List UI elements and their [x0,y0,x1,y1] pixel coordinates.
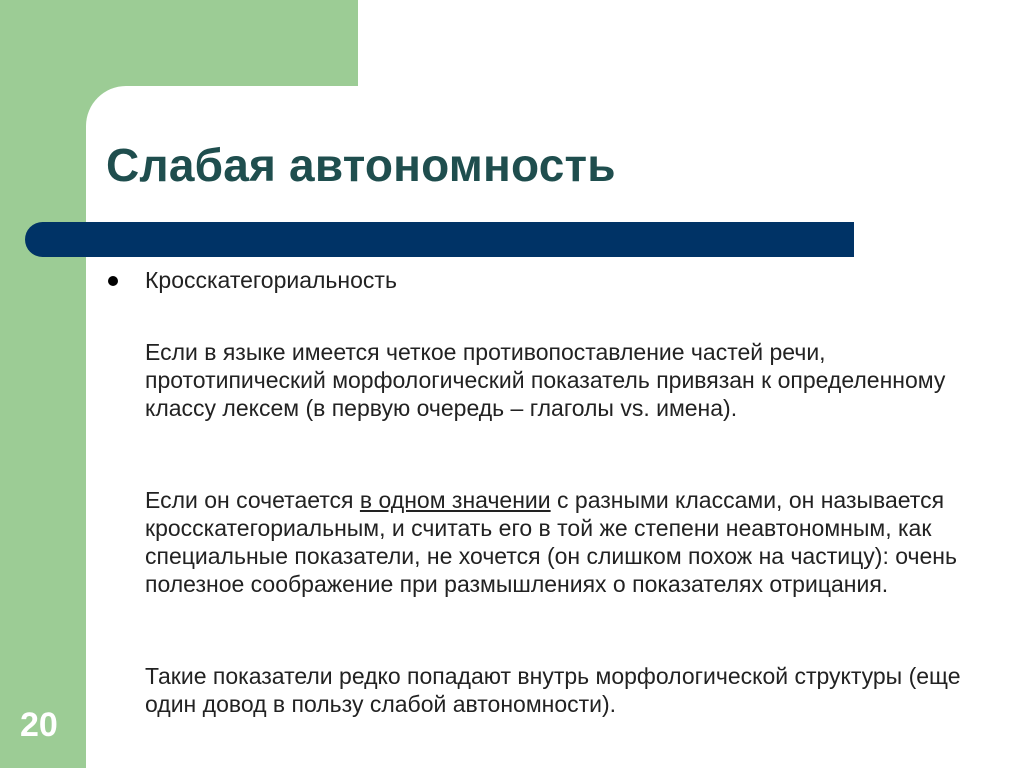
paragraph-2 [145,486,975,598]
paragraph-3: Такие показатели редко попадают внутрь морфологической структуры (еще один довод в пользу слабой автономности). [145,663,961,717]
paragraph-2-start: Если он сочетается [145,487,360,513]
title-underline-bar [25,222,854,257]
paragraph-1: Если в языке имеется четкое противопоставление частей речи, прототипический морфологический показатель привязан к определенному классу лексем (в первую очередь – глаголы vs. имена). [145,339,946,421]
slide-number: 20 [20,706,58,744]
paragraph-2-end: с разными классами, он называется кросскатегориальным, и считать его в той же степени неавтономным, как специальные показатели, не хочется (он слишком похож на частицу): очень полезное соображение при размышлениях о показателях отрицания. [145,487,957,597]
bullet-dot-icon [108,276,118,286]
slide-title: Слабая автономность [106,139,616,191]
paragraph-2-underlined: в одном значении [359,487,551,513]
bullet-item: Кросскатегориальность [145,267,397,293]
